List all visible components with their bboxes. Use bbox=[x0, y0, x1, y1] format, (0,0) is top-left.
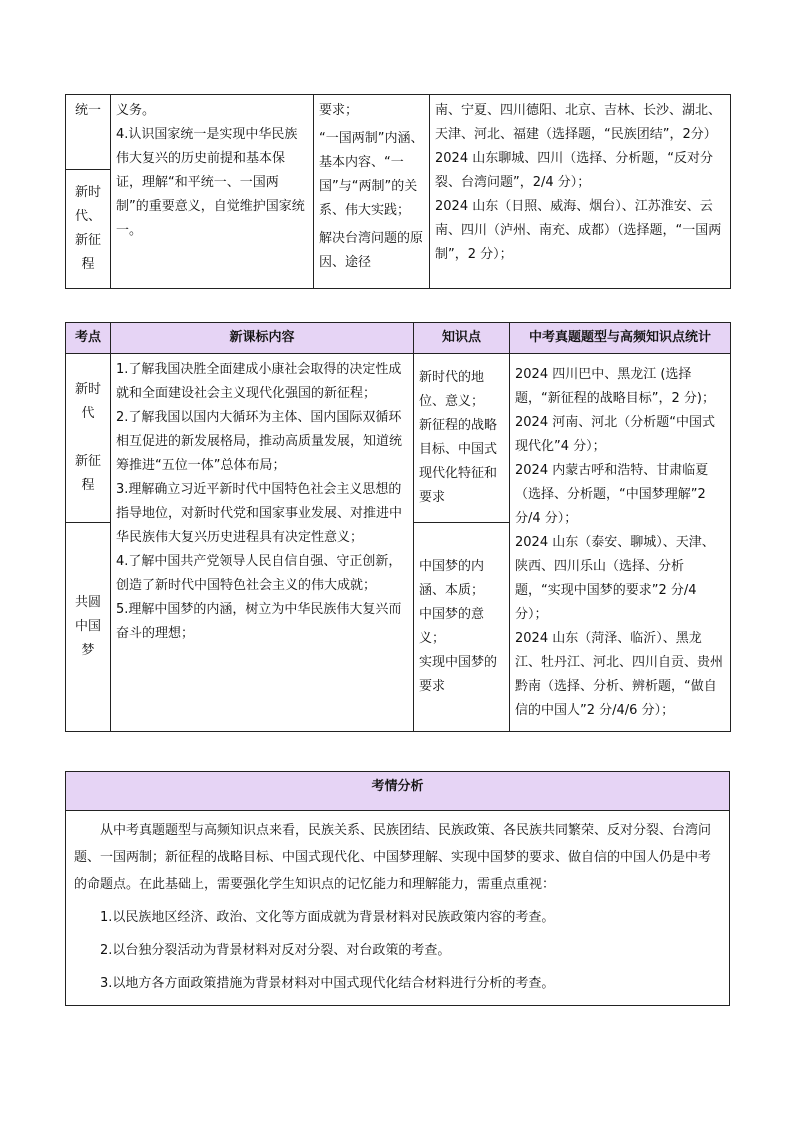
tongji-cell bbox=[510, 354, 731, 732]
kebiao-item: 2.了解我国以国内大循环为主体、国内国际双循环相互促进的新发展格局，推动高质量发展，知道统筹推进“五位一体”总体布局； bbox=[116, 410, 403, 473]
zhishi-cell-2 bbox=[414, 523, 510, 732]
zhishi-cell-1 bbox=[414, 354, 510, 523]
kaodian-text: 新时代、新征程 bbox=[74, 185, 101, 272]
kaodian-cell-new-era bbox=[66, 170, 111, 289]
analysis-body bbox=[66, 811, 729, 1005]
analysis-paragraph: 2.以台独分裂活动为背景材料对反对分裂、对台政策的考查。 bbox=[100, 943, 451, 958]
tongji-item: 2024 山东（菏泽、临沂）、黑龙江、牡丹江、河北、四川自贡、贵州黔南（选择、分析、辨析题，“做自信的中国人”2 分/4/6 分）； bbox=[515, 630, 724, 718]
analysis-paragraph: 1.以民族地区经济、政治、文化等方面成就为背景材料对民族政策内容的考查。 bbox=[100, 910, 555, 925]
header-zhishi: 知识点 bbox=[414, 323, 510, 354]
kaodian-new-era: 新时代 新征程 bbox=[66, 354, 111, 523]
kaodian-text: 统一 bbox=[74, 103, 101, 118]
zhishi-line: 要求； bbox=[319, 103, 359, 118]
tongji-cell bbox=[430, 95, 731, 289]
kaodian-china-dream: 共圆中国梦 bbox=[66, 523, 111, 732]
tongji-item: 2024 山东（泰安、聊城）、天津、陕西、四川乐山（选择、分析题，“实现中国梦的要求”2 分/4 分）； bbox=[515, 534, 715, 622]
tongji-line: 2024 山东（日照、威海、烟台）、江苏淮安、云南、四川（泸州、南充、成都）（选择题，“一国两制”，2 分）； bbox=[435, 199, 722, 262]
zhishi-line: 解决台湾问题的原因、途径 bbox=[319, 231, 424, 270]
kebiao-cell bbox=[111, 95, 314, 289]
tongji-item: 2024 河南、河北（分析题“中国式现代化”4 分）； bbox=[515, 414, 715, 454]
zhishi-cell bbox=[314, 95, 430, 289]
kebiao-item: 5.理解中国梦的内涵，树立为中华民族伟大复兴而奋斗的理想； bbox=[116, 602, 402, 641]
tongji-line: 2024 山东聊城、四川（选择、分析题，“反对分裂、台湾问题”，2/4 分）； bbox=[435, 151, 713, 190]
kebiao-item: 4.了解中国共产党领导人民自信自强、守正创新，创造了新时代中国特色社会主义的伟大成就； bbox=[116, 554, 402, 593]
tongji-item: 2024 四川巴中、黑龙江 (选择题，“新征程的战略目标”，2 分)； bbox=[515, 366, 715, 406]
curriculum-table bbox=[65, 322, 731, 732]
header-tongji: 中考真题题型与高频知识点统计 bbox=[510, 323, 731, 354]
kebiao-line: 义务。 bbox=[116, 103, 156, 118]
kebiao-item: 1.了解我国决胜全面建成小康社会取得的决定性成就和全面建设社会主义现代化强国的新征程； bbox=[116, 362, 402, 401]
kebiao-item: 3.理解确立习近平新时代中国特色社会主义思想的指导地位，对新时代党和国家事业发展、对推进中华民族伟大复兴历史进程具有决定性意义； bbox=[116, 482, 403, 545]
analysis-paragraph: 3.以地方各方面政策措施为背景材料对中国式现代化结合材料进行分析的考查。 bbox=[100, 976, 555, 991]
header-kaodian: 考点 bbox=[66, 323, 111, 354]
analysis-title: 考情分析 bbox=[66, 772, 729, 811]
tongji-line: 南、宁夏、四川德阳、北京、吉林、长沙、湖北、天津、河北、福建（选择题，“民族团结”，2分） bbox=[435, 103, 722, 142]
zhishi-item: 新征程的战略目标、中国式现代化特征和要求 bbox=[419, 418, 498, 505]
zhishi-item: 实现中国梦的要求 bbox=[419, 655, 498, 694]
analysis-paragraph: 从中考真题题型与高频知识点来看，民族关系、民族团结、民族政策、各民族共同繁荣、反对分裂、台湾问题、一国两制；新征程的战略目标、中国式现代化、中国梦理解、实现中国梦的要求、做自信的中国人仍是中考的命题点。在此基础上，需要强化学生知识点的记忆能力和理解能力，需重点重视： bbox=[74, 823, 712, 892]
kebiao-cell bbox=[111, 354, 414, 732]
header-kebiao: 新课标内容 bbox=[111, 323, 414, 354]
kebiao-line: 4.认识国家统一是实现中华民族伟大复兴的历史前提和基本保证，理解“和平统一、一国两制”的重要意义，自觉维护国家统一。 bbox=[116, 127, 305, 238]
kaodian-cell-unity bbox=[66, 95, 111, 170]
continuation-table bbox=[65, 94, 731, 289]
tongji-item: 2024 内蒙古呼和浩特、甘肃临夏（选择、分析题，“中国梦理解”2 分/4 分）； bbox=[515, 462, 709, 526]
zhishi-item: 中国梦的内涵、本质； bbox=[419, 559, 485, 598]
zhishi-line: “一国两制”内涵、基本内容、“一国”与“两制”的关系、伟大实践； bbox=[319, 131, 424, 218]
zhishi-item: 新时代的地位、意义； bbox=[419, 370, 485, 409]
analysis-box bbox=[65, 771, 730, 1006]
zhishi-item: 中国梦的意义； bbox=[419, 607, 485, 646]
